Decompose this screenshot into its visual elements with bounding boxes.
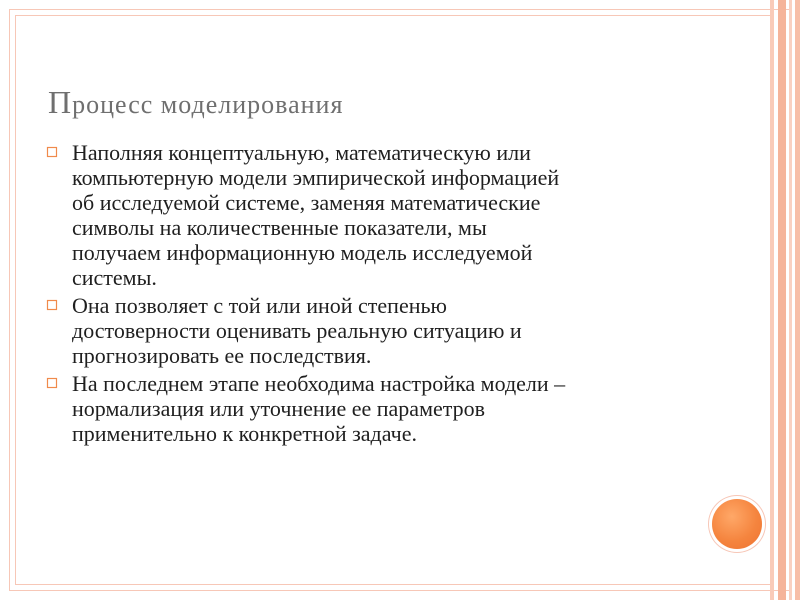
bullet-line: На последнем этапе необходима настройка модели – (72, 371, 566, 396)
bullet-line: нормализация или уточнение ее параметров (72, 396, 486, 421)
bullet-line: достоверности оценивать реальную ситуацию и (72, 318, 522, 343)
decorative-stripe (770, 0, 774, 600)
hollow-square-bullet-icon (46, 377, 58, 389)
bullet-line: символы на количественные показатели, мы (72, 215, 487, 240)
hollow-square-bullet-icon (46, 146, 58, 158)
bullet-line: компьютерную модели эмпирической информацией (72, 165, 560, 190)
bullet-text (72, 293, 690, 368)
orange-circle-icon (712, 499, 762, 549)
bullet-item (40, 371, 690, 446)
decorative-stripe (795, 0, 800, 600)
slide-title-initial: П (48, 84, 73, 120)
bullet-item (40, 293, 690, 368)
bullet-line: об исследуемой системе, заменяя математические (72, 190, 541, 215)
bullet-line: системы. (72, 265, 157, 290)
bullet-line: Она позволяет с той или иной степенью (72, 293, 447, 318)
bullet-line: прогнозировать ее последствия. (72, 343, 372, 368)
bullet-list (40, 140, 690, 449)
slide-title (48, 84, 343, 121)
bullet-text (72, 140, 690, 290)
bullet-text (72, 371, 690, 446)
bullet-item (40, 140, 690, 290)
bullet-line: Наполняя концептуальную, математическую или (72, 140, 531, 165)
decorative-stripe (778, 0, 786, 600)
bullet-line: применительно к конкретной задаче. (72, 421, 417, 446)
hollow-square-bullet-icon (46, 299, 58, 311)
slide-title-rest: роцесс моделирования (72, 90, 344, 119)
bullet-line: получаем информационную модель исследуемой (72, 240, 533, 265)
decorative-stripe (789, 0, 792, 600)
